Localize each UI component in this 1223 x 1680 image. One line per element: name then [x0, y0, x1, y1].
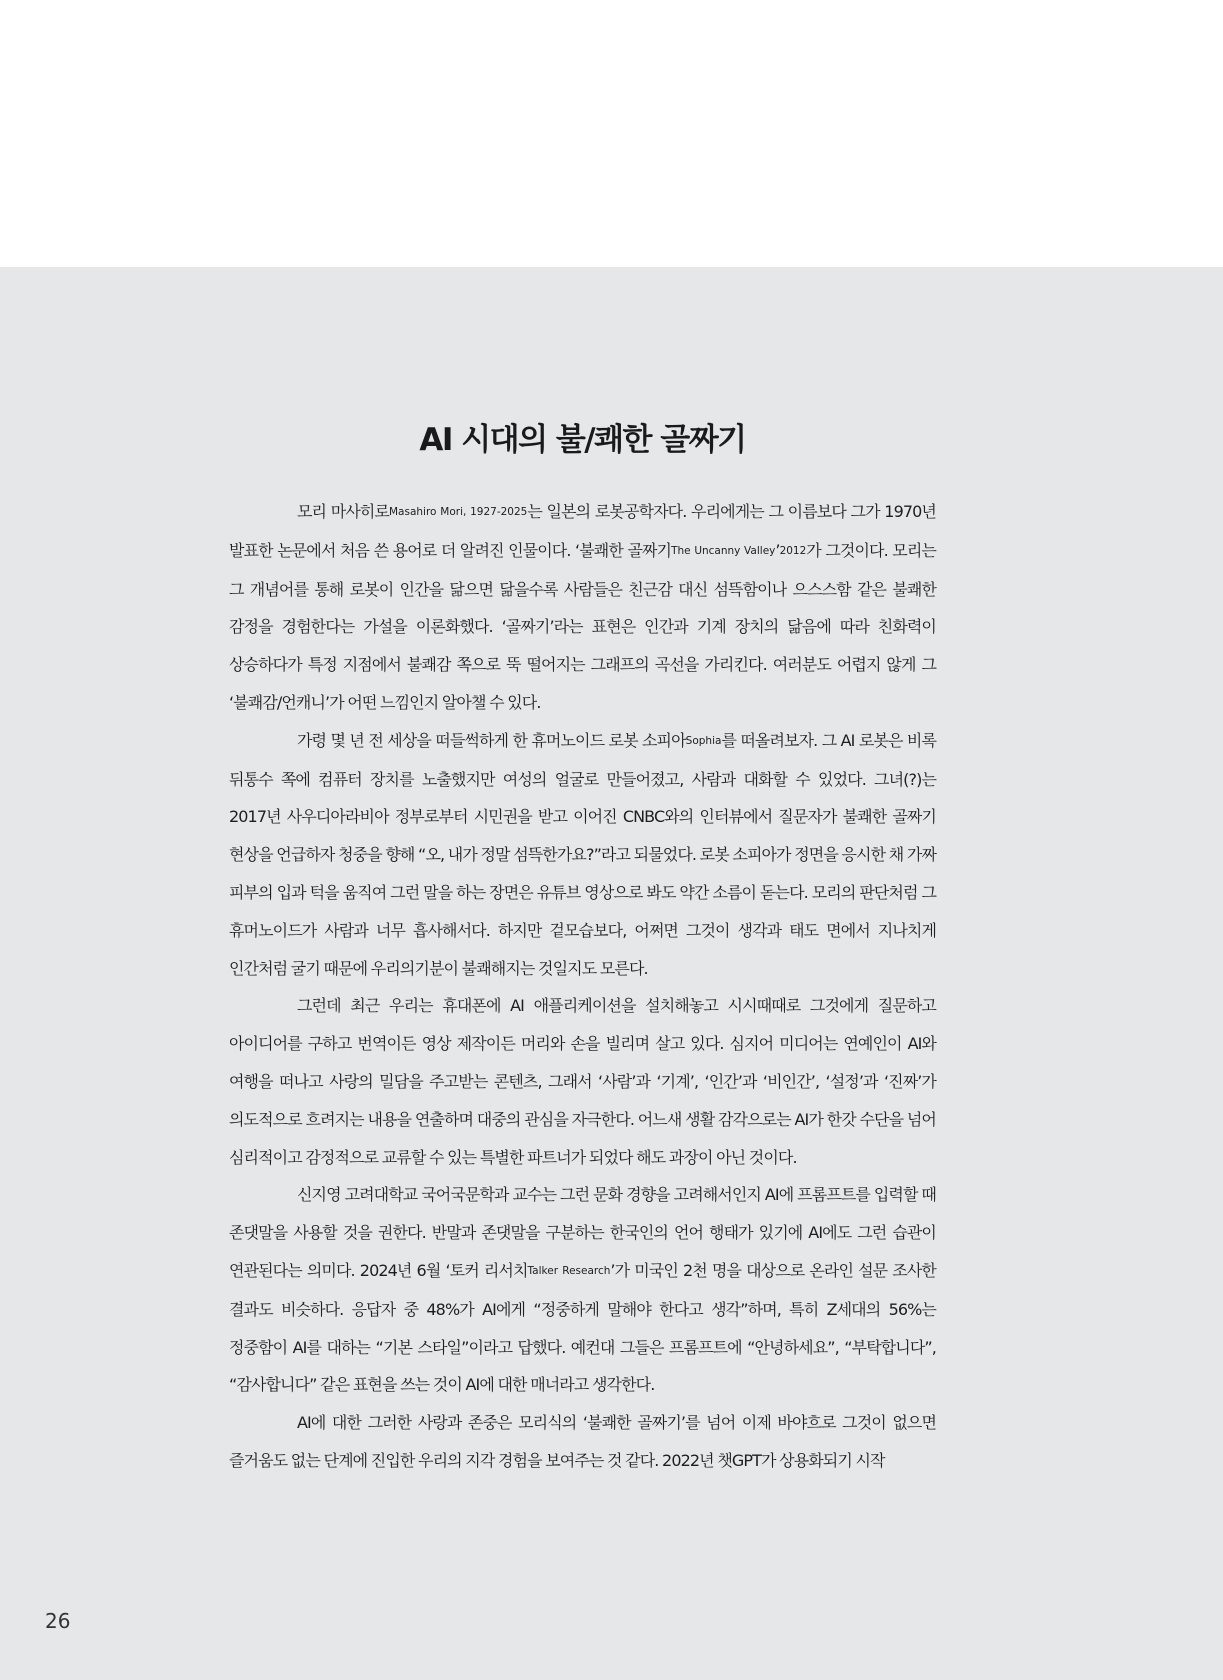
text-run: 가 그것이다. 모리는 그 개념어를 통해 로봇이 인간을 닮으면 닮을수록 사람들은 친근감 대신 섬뜩함이나 으스스함 같은 불쾌한 감정을 경험한다는 가설을 이론화했다. ‘골짜기’라는 표현은 인간과 기계 장치의 닮음에 따라 친화력이 상승하다가 특정 지점에서 불쾌감 쪽으로 뚝 떨어지는 그래프의 곡선을 가리킨다. 여러분도 어렵지 않게 그 ‘불쾌감/언캐니’가 어떤 느낌인지 알아챌 수 있다. — [229, 540, 936, 712]
text-run: 신지영 고려대학교 국어국문학과 교수는 그런 문화 경향을 고려해서인지 AI에 프롬프트를 입력할 때 존댓말을 사용할 것을 권한다. 반말과 존댓말을 구분하는 한국인의 언어 행태가 있기에 AI에도 그런 습관이 연관된다는 의미다. 2024년 6월 ‘토커 리서치 — [229, 1185, 936, 1280]
paragraph — [229, 987, 936, 1176]
paragraph — [229, 1176, 936, 1404]
article-body — [229, 493, 936, 1480]
text-run: 모리 마사히로 — [297, 502, 389, 521]
gloss-annotation: Sophia — [685, 734, 722, 747]
gloss-annotation: Talker Research — [527, 1264, 611, 1277]
paragraph — [229, 1404, 936, 1480]
paragraph — [229, 493, 936, 722]
text-run: 가령 몇 년 전 세상을 떠들썩하게 한 휴머노이드 로봇 소피아 — [297, 730, 686, 750]
text-run: 는 일본의 로봇공학자다. 우리에게는 그 이름보다 그가 1970년 발표한 논문에서 처음 쓴 용어로 더 알려진 인물이다. ‘불쾌한 골짜기 — [229, 502, 936, 560]
paragraph — [229, 722, 936, 988]
text-run: ’가 미국인 2천 명을 대상으로 온라인 설문 조사한 결과도 비슷하다. 응답자 중 48%가 AI에게 “정중하게 말해야 한다고 생각”하며, 특히 Z세대의 56%는 정중함이 AI를 대하는 “기본 스타일”이라고 답했다. 예컨대 그들은 프롬프트에 “안녕하세요”, “부탁합니다”, “감사합니다” 같은 표현을 쓰는 것이 AI에 대한 매너라고 생각한다. — [229, 1260, 936, 1395]
text-run: AI에 대한 그러한 사랑과 존중은 모리식의 ‘불쾌한 골짜기’를 넘어 이제 바야흐로 그것이 없으면 즐거움도 없는 단계에 진입한 우리의 지각 경험을 보여주는 것 같다. 2022년 챗GPT가 상용화되기 시작 — [229, 1413, 936, 1470]
gloss-annotation: 2012 — [779, 544, 807, 557]
page-number: 26 — [45, 1609, 71, 1633]
gloss-annotation: The Uncanny Valley — [671, 544, 776, 557]
top-blank-area — [0, 0, 1223, 267]
article-title: AI 시대의 불/쾌한 골짜기 — [419, 422, 746, 458]
text-run: 를 떠올려보자. 그 AI 로봇은 비록 뒤통수 쪽에 컴퓨터 장치를 노출했지만 여성의 얼굴로 만들어졌고, 사람과 대화할 수 있었다. 그녀(?)는 2017년 사우디아라비아 정부로부터 시민권을 받고 이어진 CNBC와의 인터뷰에서 질문자가 불쾌한 골짜기 현상을 언급하자 청중을 향해 “오, 내가 정말 섬뜩한가요?”라고 되물었다. 로봇 소피아가 정면을 응시한 채 가짜 피부의 입과 턱을 움직여 그런 말을 하는 장면은 유튜브 영상으로 봐도 약간 소름이 돋는다. 모리의 판단처럼 그 휴머노이드가 사람과 너무 흡사해서다. 하지만 겉모습보다, 어쩌면 그것이 생각과 태도 면에서 지나치게 인간처럼 굴기 때문에 우리의기분이 불쾌해지는 것일지도 모른다. — [229, 730, 937, 978]
gloss-annotation: Masahiro Mori, 1927-2025 — [388, 506, 528, 518]
text-run: ’ — [775, 540, 780, 560]
text-run: 그런데 최근 우리는 휴대폰에 AI 애플리케이션을 설치해놓고 시시때때로 그것에게 질문하고 아이디어를 구하고 번역이든 영상 제작이든 머리와 손을 빌리며 살고 있다. 심지어 미디어는 연예인이 AI와 여행을 떠나고 사랑의 밀담을 주고받는 콘텐츠, 그래서 ‘사람’과 ‘기계’, ‘인간’과 ‘비인간’, ‘설정’과 ‘진짜’가 의도적으로 흐려지는 내용을 연출하며 대중의 관심을 자극한다. 어느새 생활 감각으로는 AI가 한갓 수단을 넘어 심리적이고 감정적으로 교류할 수 있는 특별한 파트너가 되었다 해도 과장이 아닌 것이다. — [229, 996, 936, 1167]
